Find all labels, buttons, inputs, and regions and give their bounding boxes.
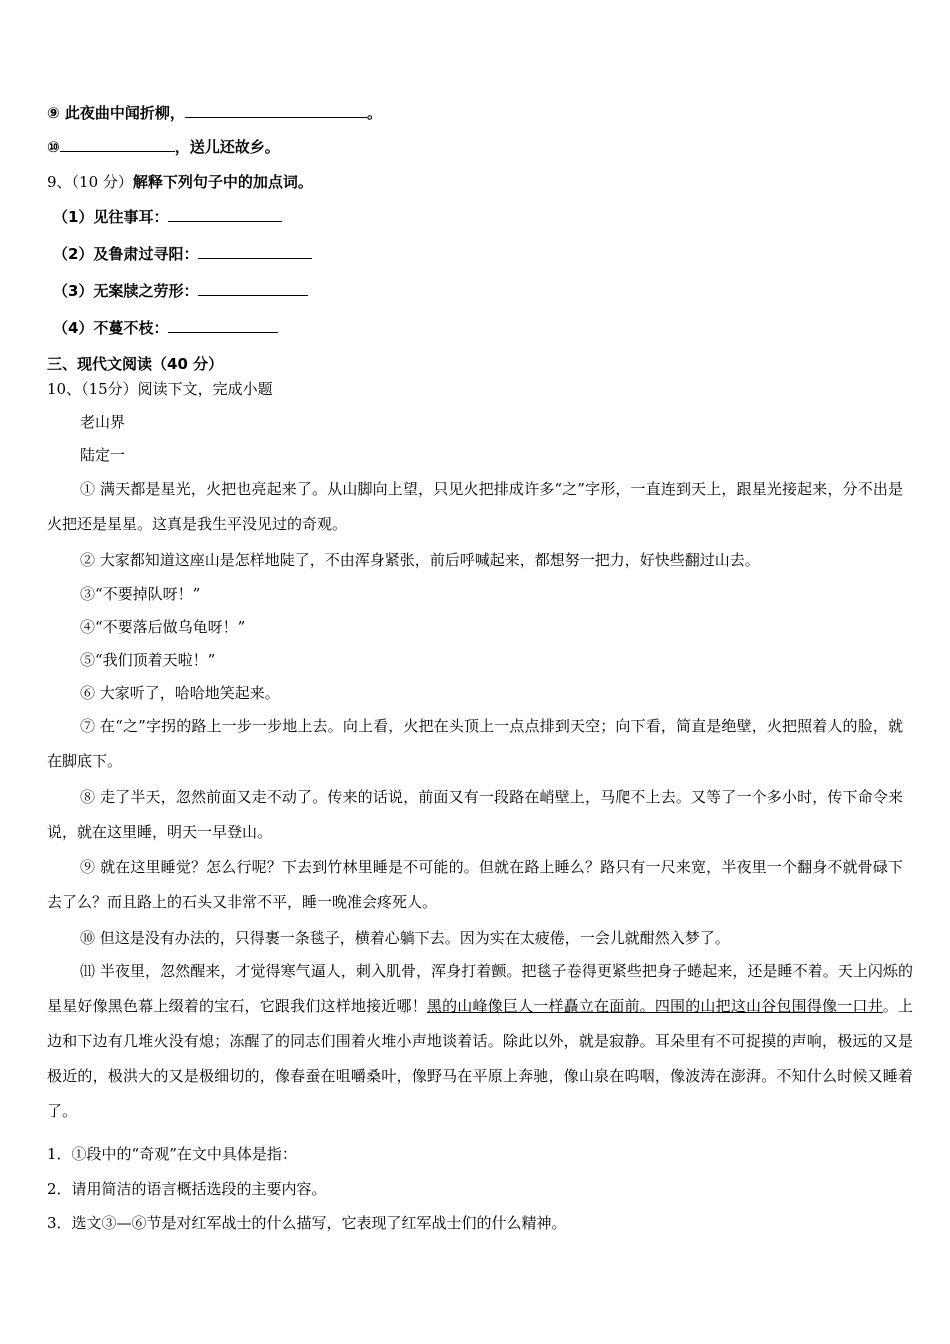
paragraph-10: ⑩ 但这是没有办法的，只得裹一条毯子，横着心躺下去。因为实在太疲倦，一会儿就酣然入梦了。 [80, 929, 730, 947]
fill-blank-9-text: ⑨ 此夜曲中闻折柳， [47, 104, 185, 122]
paragraph-8: ⑧ 走了半天，忽然前面又走不动了。传来的话说，前面又有一段路在峭壁上，马爬不上去。又等了一个多小时，传下命令来说，就在这里睡，明天一早登山。 [47, 788, 903, 841]
answer-blank[interactable] [198, 244, 312, 259]
paragraph-9: ⑨ 就在这里睡觉？怎么行呢？下去到竹林里睡是不可能的。但就在路上睡么？路只有一尺来宽，半夜里一个翻身不就骨碌下去了么？而且路上的石头又非常不平，睡一晚准会疼死人。 [47, 858, 903, 911]
answer-blank[interactable] [185, 103, 367, 118]
paragraph-2: ② 大家都知道这座山是怎样地陡了，不由浑身紧张，前后呼喊起来，都想努一把力，好快些翻过山去。 [80, 551, 760, 569]
fill-blank-10-text: ，送儿还故乡。 [174, 138, 280, 156]
fill-blank-9-end: 。 [366, 104, 382, 122]
paragraph-7: ⑦ 在“之”字拐的路上一步一步地上去。向上看，火把在头顶上一点点排到天空；向下看，简直是绝壁，火把照着人的脸，就在脚底下。 [47, 717, 903, 770]
question-score: （10 分） [71, 173, 133, 191]
q9-item-label: （1）见往事耳： [53, 208, 169, 226]
answer-blank[interactable] [60, 137, 175, 152]
answer-blank[interactable] [168, 207, 282, 222]
sub-question-3: 3．选文③—⑥节是对红军战士的什么描写，它表现了红军战士们的什么精神。 [47, 1214, 567, 1232]
article-author: 陆定一 [80, 446, 126, 464]
paragraph-11 [47, 954, 913, 1129]
question-prompt: 解释下列句子中的加点词。 [132, 173, 313, 191]
sub-question-2: 2．请用简洁的语言概括选段的主要内容。 [47, 1180, 327, 1198]
q9-item-1 [53, 206, 282, 228]
paragraph-4: ④“不要落后做乌龟呀！” [80, 618, 246, 636]
section-heading: 三、现代文阅读（40 分） [47, 355, 224, 373]
fill-blank-9 [47, 102, 382, 124]
fill-blank-10 [47, 136, 280, 158]
article-title: 老山界 [80, 413, 126, 431]
answer-blank[interactable] [168, 318, 278, 333]
answer-blank[interactable] [198, 281, 308, 296]
q9-item-2 [53, 243, 312, 265]
paragraph-5: ⑤“我们顶着天啦！” [80, 651, 216, 669]
question-10-header: 10、（15分）阅读下文，完成小题 [47, 380, 273, 398]
q9-item-label: （2）及鲁肃过寻阳： [53, 245, 199, 263]
underlined-sentence: 黑的山峰像巨人一样矗立在面前。四围的山把这山谷包围得像一口井 [426, 997, 883, 1015]
question-9-header [47, 171, 313, 193]
paragraph-11-start: ⑾ 半夜里，忽然醒来，才觉得寒气逼人，刺入肌骨，浑身打着颤。把毯子卷得更紧些把身子蜷起来，还是睡不着。天上闪烁的星星好像黑色幕上缀着的宝石，它跟我们这样地接近哪！ [47, 962, 913, 1015]
q9-item-3 [53, 280, 308, 302]
paragraph-6: ⑥ 大家听了，哈哈地笑起来。 [80, 684, 280, 702]
question-number: 9、 [47, 173, 72, 191]
q9-item-label: （4）不蔓不枝： [53, 319, 169, 337]
fill-blank-10-number: ⑩ [47, 138, 60, 156]
q9-item-label: （3）无案牍之劳形： [53, 282, 199, 300]
paragraph-3: ③“不要掉队呀！” [80, 585, 201, 603]
paragraph-1: ① 满天都是星光，火把也亮起来了。从山脚向上望，只见火把排成许多“之”字形，一直连到天上，跟星光接起来，分不出是火把还是星星。这真是我生平没见过的奇观。 [47, 480, 903, 533]
paragraph-11-end: 。上边和下边有几堆火没有熄；冻醒了的同志们围着火堆小声地谈着话。除此以外，就是寂静。耳朵里有不可捉摸的声响，极远的又是极近的，极洪大的又是极细切的，像春蚕在咀嚼桑叶，像野马在平原上奔驰，像山泉在呜咽，像波涛在澎湃。不知什么时候又睡着了。 [47, 997, 913, 1120]
sub-question-1: 1．①段中的“奇观”在文中具体是指： [47, 1145, 297, 1163]
q9-item-4 [53, 317, 278, 339]
